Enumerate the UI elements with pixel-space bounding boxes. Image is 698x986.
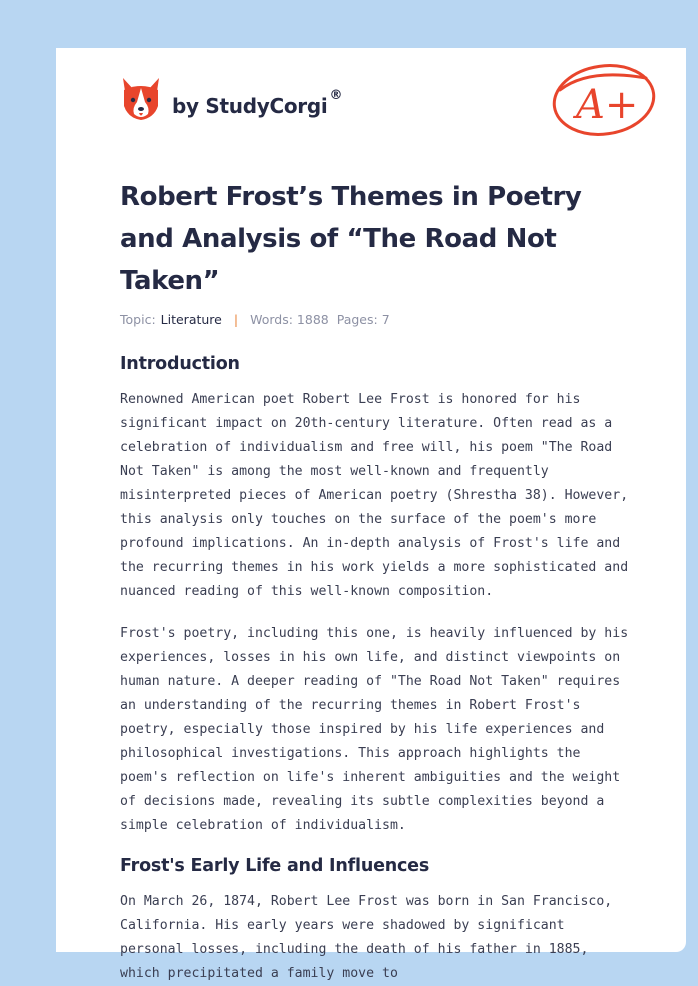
topic-label: Topic: <box>120 312 156 327</box>
paragraph: Frost's poetry, including this one, is heavily influenced by his experiences, losses in his own life, and distinct viewpoints on human nature. A deeper reading of "The Road Not Taken" requires an understanding of the recurring themes in Robert Frost's poetry, especially those inspired by his life experiences and philosophical investigations. This approach highlights the poem's reflection on life's inherent ambiguities and the weight of decisions made, revealing its subtle complexities beyond a simple celebration of individualism. <box>120 626 629 833</box>
section-heading-introduction: Introduction <box>120 354 240 374</box>
topic-link[interactable]: Literature <box>160 312 222 327</box>
header <box>120 74 650 144</box>
document-title: Robert Frost’s Themes in Poetry and Analysis of “The Road Not Taken” <box>120 182 582 296</box>
document-meta <box>120 312 390 327</box>
registered-mark: ® <box>329 88 343 103</box>
a-plus-grade-badge <box>548 60 660 140</box>
section-heading-early-life: Frost's Early Life and Influences <box>120 856 430 876</box>
page-count: Pages: 7 <box>336 312 390 327</box>
document-body <box>120 354 636 986</box>
studycorgi-logo[interactable] <box>120 76 342 122</box>
word-count: Words: 1888 <box>250 312 329 327</box>
corgi-icon <box>120 76 162 122</box>
document-page <box>56 48 686 981</box>
paragraph: Renowned American poet Robert Lee Frost is honored for his significant impact on 20th-century literature. Often read as a celebration of individualism and free will, his poem "The Road Not Taken" is among the most well-known and frequently misinterpreted pieces of American poetry (Shrestha 38). However, this analysis only touches on the surface of the poem's more profound implications. An in-depth analysis of Frost's life and the recurring themes in his work yields a more sophisticated and nuanced reading of this well-known composition. <box>120 392 629 599</box>
logo-text: by StudyCorgi ® <box>172 88 343 118</box>
grade-text: A+ <box>576 82 639 128</box>
paragraph: On March 26, 1874, Robert Lee Frost was born in San Francisco, California. His early years were shadowed by significant personal losses, including the death of his father in 1885, which precipitated a family move to <box>120 894 613 981</box>
meta-separator: | <box>233 312 239 327</box>
